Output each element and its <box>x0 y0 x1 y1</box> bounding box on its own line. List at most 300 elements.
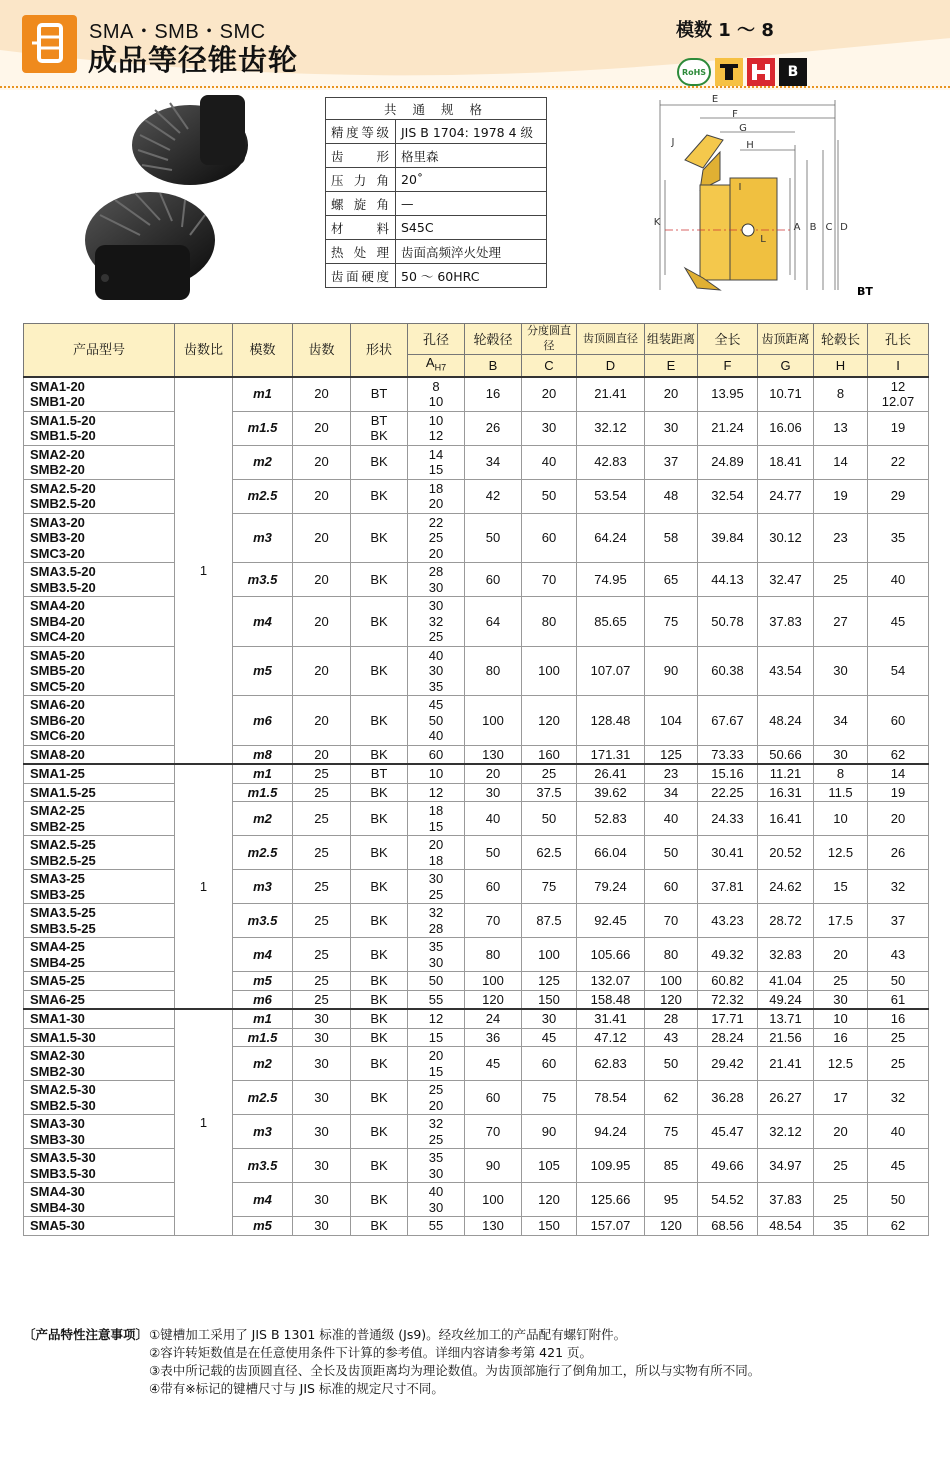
module-cell: m3.5 <box>233 563 293 597</box>
dim-f-cell: 37.81 <box>698 870 758 904</box>
teeth-cell: 25 <box>293 764 351 783</box>
bore-cell <box>408 696 465 746</box>
bore-len-cell <box>868 696 929 746</box>
table-row <box>24 904 929 938</box>
spec-row <box>326 264 547 288</box>
cell-line: SMB3-30 <box>30 1131 85 1147</box>
table-row <box>24 1028 929 1047</box>
cell-line: SMB2-20 <box>30 462 85 478</box>
cell-line: 54 <box>890 663 906 679</box>
cell-line: SMA4-20 <box>30 598 85 614</box>
dim-g-cell: 41.04 <box>758 972 814 991</box>
dim-d-cell: 107.07 <box>577 646 645 696</box>
bore-len-cell <box>868 1047 929 1081</box>
shape-cell <box>351 1047 408 1081</box>
bore-len-cell <box>868 377 929 412</box>
cell-line: 62 <box>890 746 906 762</box>
module-cell: m4 <box>233 1183 293 1217</box>
model-cell <box>24 1217 175 1236</box>
model-cell <box>24 990 175 1009</box>
dim-c-cell: 60 <box>522 1047 577 1081</box>
cell-line: 14 <box>428 446 444 462</box>
dim-g-cell: 21.41 <box>758 1047 814 1081</box>
dim-b-cell: 120 <box>465 990 522 1009</box>
table-row <box>24 563 929 597</box>
dim-d-cell: 79.24 <box>577 870 645 904</box>
cell-line: SMB4-30 <box>30 1199 85 1215</box>
dim-e-cell: 75 <box>645 597 698 647</box>
table-row <box>24 1217 929 1236</box>
dim-h-cell: 13 <box>814 411 868 445</box>
teeth-cell: 20 <box>293 377 351 412</box>
shape-cell <box>351 563 408 597</box>
dim-d-cell: 26.41 <box>577 764 645 783</box>
dim-e-cell: 65 <box>645 563 698 597</box>
cell-line: SMB4-20 <box>30 613 85 629</box>
table-row <box>24 870 929 904</box>
cell-line: SMA3-30 <box>30 1116 85 1132</box>
dim-g-cell: 32.47 <box>758 563 814 597</box>
cell-line: BK <box>370 946 388 962</box>
dim-g-cell: 32.83 <box>758 938 814 972</box>
model-cell <box>24 745 175 764</box>
notes-label: 〔产品特性注意事项〕 <box>23 1327 149 1342</box>
dim-h-cell: 20 <box>814 1115 868 1149</box>
dim-c-cell: 20 <box>522 377 577 412</box>
cell-line: 30 <box>428 663 444 679</box>
cell-line: BK <box>370 1089 388 1105</box>
cell-line: 30 <box>428 598 444 614</box>
dim-e-cell: 20 <box>645 377 698 412</box>
dim-g-cell: 21.56 <box>758 1028 814 1047</box>
cell-line: SMA1-25 <box>30 766 85 782</box>
dim-f-cell: 22.25 <box>698 783 758 802</box>
dim-g-cell: 28.72 <box>758 904 814 938</box>
shape-cell <box>351 783 408 802</box>
dim-f-cell: 32.54 <box>698 479 758 513</box>
cell-line: 28 <box>428 564 444 580</box>
dim-h-cell: 16 <box>814 1028 868 1047</box>
cell-line: 25 <box>890 1055 906 1071</box>
cell-line: BK <box>370 878 388 894</box>
dim-e-cell: 104 <box>645 696 698 746</box>
table-row <box>24 836 929 870</box>
cell-line: BK <box>370 991 388 1007</box>
table-row <box>24 745 929 764</box>
dim-f-cell: 49.66 <box>698 1149 758 1183</box>
model-cell <box>24 1047 175 1081</box>
dim-label-a: A <box>793 222 801 233</box>
teeth-cell: 30 <box>293 1081 351 1115</box>
dim-e-cell: 85 <box>645 1149 698 1183</box>
model-cell <box>24 696 175 746</box>
table-row <box>24 696 929 746</box>
dim-e-cell: 58 <box>645 513 698 563</box>
bore-cell <box>408 1149 465 1183</box>
cell-line: SMA1-30 <box>30 1011 85 1027</box>
dim-f-cell: 39.84 <box>698 513 758 563</box>
bore-len-cell <box>868 990 929 1009</box>
bore-len-cell <box>868 445 929 479</box>
dim-h-cell: 25 <box>814 1183 868 1217</box>
model-cell <box>24 938 175 972</box>
dim-g-cell: 16.31 <box>758 783 814 802</box>
table-row <box>24 1047 929 1081</box>
bore-len-cell <box>868 802 929 836</box>
teeth-cell: 30 <box>293 1217 351 1236</box>
dim-label-b: B <box>809 222 817 233</box>
dim-c-cell: 160 <box>522 745 577 764</box>
cell-line: 40 <box>890 571 906 587</box>
dim-b-cell: 130 <box>465 745 522 764</box>
th-bore-len: 孔长 <box>868 324 929 355</box>
cell-line: 30 <box>428 954 444 970</box>
dim-f-cell: 67.67 <box>698 696 758 746</box>
module-cell: m8 <box>233 745 293 764</box>
dim-g-cell: 26.27 <box>758 1081 814 1115</box>
model-cell <box>24 377 175 412</box>
cell-line: 22 <box>890 454 906 470</box>
module-cell: m4 <box>233 938 293 972</box>
cell-line: 50 <box>428 973 444 989</box>
th-outer-sub: D <box>577 355 645 377</box>
cell-line: SMA6-20 <box>30 697 85 713</box>
dim-g-cell: 48.54 <box>758 1217 814 1236</box>
dim-f-cell: 43.23 <box>698 904 758 938</box>
dim-c-cell: 105 <box>522 1149 577 1183</box>
table-row <box>24 1081 929 1115</box>
dim-f-cell: 21.24 <box>698 411 758 445</box>
dim-g-cell: 24.62 <box>758 870 814 904</box>
dim-e-cell: 95 <box>645 1183 698 1217</box>
teeth-cell: 20 <box>293 411 351 445</box>
cell-line: SMB3-20 <box>30 530 85 546</box>
cell-line: 10 <box>428 766 444 782</box>
model-cell <box>24 802 175 836</box>
cell-line: SMC3-20 <box>30 545 85 561</box>
dim-label-i: I <box>738 182 742 193</box>
spec-key: 压力角 <box>326 168 396 192</box>
dim-f-cell: 17.71 <box>698 1009 758 1028</box>
dim-d-cell: 39.62 <box>577 783 645 802</box>
keyway-badge-icon <box>715 58 743 86</box>
table-row <box>24 1183 929 1217</box>
dim-e-cell: 34 <box>645 783 698 802</box>
dim-e-cell: 80 <box>645 938 698 972</box>
module-cell: m2 <box>233 445 293 479</box>
dim-b-cell: 60 <box>465 1081 522 1115</box>
dim-e-cell: 62 <box>645 1081 698 1115</box>
cell-line: 32 <box>428 613 444 629</box>
spec-title: 共 通 规 格 <box>326 98 547 120</box>
th-bore-sub: $A_{H7}$ <box>408 355 465 377</box>
teeth-cell: 25 <box>293 990 351 1009</box>
dim-h-cell: 12.5 <box>814 1047 868 1081</box>
shape-cell <box>351 597 408 647</box>
model-cell <box>24 764 175 783</box>
dim-d-cell: 66.04 <box>577 836 645 870</box>
dim-b-cell: 70 <box>465 904 522 938</box>
model-cell <box>24 836 175 870</box>
bore-cell <box>408 904 465 938</box>
dim-h-cell: 25 <box>814 1149 868 1183</box>
dim-g-cell: 11.21 <box>758 764 814 783</box>
cell-line: SMB3.5-25 <box>30 920 96 936</box>
bore-cell <box>408 938 465 972</box>
cell-line: SMA2-20 <box>30 446 85 462</box>
teeth-cell: 20 <box>293 445 351 479</box>
dim-h-cell: 8 <box>814 764 868 783</box>
table-row <box>24 783 929 802</box>
cell-line: BK <box>370 530 388 546</box>
dim-d-cell: 109.95 <box>577 1149 645 1183</box>
dim-d-cell: 105.66 <box>577 938 645 972</box>
dim-g-cell: 13.71 <box>758 1009 814 1028</box>
cell-line: 32 <box>890 878 906 894</box>
cell-line: SMC4-20 <box>30 629 85 645</box>
dim-g-cell: 37.83 <box>758 597 814 647</box>
dim-c-cell: 60 <box>522 513 577 563</box>
dim-g-cell: 34.97 <box>758 1149 814 1183</box>
cell-line: 32 <box>428 1116 444 1132</box>
dim-c-cell: 50 <box>522 802 577 836</box>
cell-line: 25 <box>890 1029 906 1045</box>
model-cell <box>24 1028 175 1047</box>
spec-row <box>326 192 547 216</box>
dim-b-cell: 30 <box>465 783 522 802</box>
cell-line: BK <box>370 571 388 587</box>
bore-len-cell <box>868 646 929 696</box>
cell-line: BK <box>370 488 388 504</box>
dim-b-cell: 42 <box>465 479 522 513</box>
cell-line: BK <box>370 784 388 800</box>
cell-line: SMB2-25 <box>30 818 85 834</box>
dim-h-cell: 14 <box>814 445 868 479</box>
dim-b-cell: 20 <box>465 764 522 783</box>
dim-f-cell: 73.33 <box>698 745 758 764</box>
dim-c-cell: 70 <box>522 563 577 597</box>
cell-line: BT <box>370 766 388 782</box>
module-cell: m6 <box>233 990 293 1009</box>
bore-cell <box>408 870 465 904</box>
header-divider <box>0 86 950 89</box>
teeth-cell: 25 <box>293 802 351 836</box>
dim-h-cell: 11.5 <box>814 783 868 802</box>
dim-d-cell: 52.83 <box>577 802 645 836</box>
dim-label-e: E <box>711 94 719 105</box>
dim-f-cell: 45.47 <box>698 1115 758 1149</box>
cell-line: 10 <box>428 412 444 428</box>
dim-h-cell: 10 <box>814 1009 868 1028</box>
spec-row <box>326 216 547 240</box>
cell-line: 25 <box>428 886 444 902</box>
model-cell <box>24 1009 175 1028</box>
ratio-cell: 1 <box>175 764 233 1009</box>
cell-line: SMB2.5-25 <box>30 852 96 868</box>
cell-line: 20 <box>428 545 444 561</box>
model-cell <box>24 1115 175 1149</box>
dim-label-l: L <box>760 234 766 245</box>
cell-line: SMA1.5-20 <box>30 412 96 428</box>
teeth-cell: 30 <box>293 1115 351 1149</box>
table-row <box>24 377 929 412</box>
model-cell <box>24 479 175 513</box>
teeth-cell: 30 <box>293 1009 351 1028</box>
teeth-cell: 20 <box>293 646 351 696</box>
dim-g-cell: 43.54 <box>758 646 814 696</box>
dim-e-cell: 120 <box>645 1217 698 1236</box>
dim-label-d: D <box>840 222 848 233</box>
shape-cell <box>351 990 408 1009</box>
bore-cell <box>408 836 465 870</box>
dim-c-cell: 120 <box>522 1183 577 1217</box>
dim-b-cell: 90 <box>465 1149 522 1183</box>
dim-c-cell: 75 <box>522 870 577 904</box>
teeth-cell: 30 <box>293 1028 351 1047</box>
model-cell <box>24 646 175 696</box>
cell-line: SMA3.5-25 <box>30 905 96 921</box>
shape-cell <box>351 938 408 972</box>
dim-e-cell: 125 <box>645 745 698 764</box>
bore-cell <box>408 802 465 836</box>
bore-len-cell <box>868 479 929 513</box>
cell-line: SMA6-25 <box>30 991 85 1007</box>
cell-line: 50 <box>890 973 906 989</box>
teeth-cell: 20 <box>293 745 351 764</box>
cell-line: BK <box>370 1055 388 1071</box>
dim-f-cell: 68.56 <box>698 1217 758 1236</box>
dim-b-cell: 50 <box>465 513 522 563</box>
table-row <box>24 764 929 783</box>
dim-f-cell: 24.33 <box>698 802 758 836</box>
dim-b-cell: 60 <box>465 563 522 597</box>
cell-line: BK <box>370 1123 388 1139</box>
cell-line: 18 <box>428 480 444 496</box>
cell-line: SMB3.5-30 <box>30 1165 96 1181</box>
dim-h-cell: 19 <box>814 479 868 513</box>
cell-line: SMA5-20 <box>30 647 85 663</box>
th-outer: 齿顶圆直径 <box>577 324 645 355</box>
dim-b-cell: 16 <box>465 377 522 412</box>
cell-line: 20 <box>428 496 444 512</box>
cell-line: BK <box>370 810 388 826</box>
cell-line: BK <box>370 973 388 989</box>
dim-d-cell: 78.54 <box>577 1081 645 1115</box>
th-total-sub: F <box>698 355 758 377</box>
cell-line: BT <box>370 386 388 402</box>
dim-d-cell: 92.45 <box>577 904 645 938</box>
teeth-cell: 25 <box>293 938 351 972</box>
dim-d-cell: 47.12 <box>577 1028 645 1047</box>
bore-cell <box>408 445 465 479</box>
cell-line: SMC5-20 <box>30 678 85 694</box>
category-logo-icon <box>22 15 77 73</box>
shape-cell <box>351 411 408 445</box>
bore-cell <box>408 1217 465 1236</box>
dim-d-cell: 158.48 <box>577 990 645 1009</box>
model-cell <box>24 870 175 904</box>
bore-len-cell <box>868 764 929 783</box>
cell-line: SMA5-25 <box>30 973 85 989</box>
bore-len-cell <box>868 836 929 870</box>
dim-e-cell: 40 <box>645 802 698 836</box>
dim-b-cell: 130 <box>465 1217 522 1236</box>
cell-line: 30 <box>428 871 444 887</box>
cell-line: 61 <box>890 991 906 1007</box>
cell-line: 8 <box>432 378 440 394</box>
teeth-cell: 20 <box>293 597 351 647</box>
dim-b-cell: 24 <box>465 1009 522 1028</box>
dim-f-cell: 54.52 <box>698 1183 758 1217</box>
dim-f-cell: 36.28 <box>698 1081 758 1115</box>
dim-d-cell: 32.12 <box>577 411 645 445</box>
bore-len-cell <box>868 597 929 647</box>
module-cell: m3.5 <box>233 1149 293 1183</box>
series-name: SMA・SMB・SMC <box>89 21 266 43</box>
bore-len-cell <box>868 1149 929 1183</box>
bore-cell <box>408 411 465 445</box>
dim-e-cell: 50 <box>645 836 698 870</box>
teeth-cell: 25 <box>293 972 351 991</box>
cell-line: SMA4-25 <box>30 939 85 955</box>
dim-label-f: F <box>732 109 738 120</box>
model-cell <box>24 1183 175 1217</box>
module-cell: m6 <box>233 696 293 746</box>
dim-label-k: K <box>653 217 661 228</box>
cell-line: SMA2-25 <box>30 803 85 819</box>
th-module: 模数 <box>233 324 293 377</box>
dim-d-cell: 53.54 <box>577 479 645 513</box>
dim-c-cell: 125 <box>522 972 577 991</box>
shape-cell <box>351 696 408 746</box>
cell-line: 30 <box>428 579 444 595</box>
th-crown-sub: G <box>758 355 814 377</box>
table-row <box>24 972 929 991</box>
cell-line: BK <box>370 663 388 679</box>
dim-c-cell: 37.5 <box>522 783 577 802</box>
spec-value: 格里森 <box>396 144 547 168</box>
bore-cell <box>408 377 465 412</box>
th-ratio: 齿数比 <box>175 324 233 377</box>
dim-d-cell: 42.83 <box>577 445 645 479</box>
cell-line: SMA3-20 <box>30 514 85 530</box>
bore-len-cell <box>868 783 929 802</box>
cell-line: 25 <box>428 530 444 546</box>
bore-cell <box>408 1028 465 1047</box>
cell-line: 50 <box>428 712 444 728</box>
dim-b-cell: 80 <box>465 938 522 972</box>
cell-line: BK <box>370 1191 388 1207</box>
table-row <box>24 411 929 445</box>
bore-cell <box>408 1183 465 1217</box>
th-pitch: 分度圆直径 <box>522 324 577 355</box>
module-cell: m2 <box>233 1047 293 1081</box>
dim-f-cell: 28.24 <box>698 1028 758 1047</box>
th-pitch-sub: C <box>522 355 577 377</box>
dim-b-cell: 50 <box>465 836 522 870</box>
cell-line: SMB2-30 <box>30 1063 85 1079</box>
dim-c-cell: 30 <box>522 1009 577 1028</box>
dim-b-cell: 100 <box>465 972 522 991</box>
cell-line: SMA2-30 <box>30 1048 85 1064</box>
dim-e-cell: 37 <box>645 445 698 479</box>
dim-h-cell: 30 <box>814 745 868 764</box>
dim-f-cell: 15.16 <box>698 764 758 783</box>
cell-line: 15 <box>428 1029 444 1045</box>
cell-line: 45 <box>890 613 906 629</box>
teeth-cell: 20 <box>293 563 351 597</box>
bore-cell <box>408 745 465 764</box>
